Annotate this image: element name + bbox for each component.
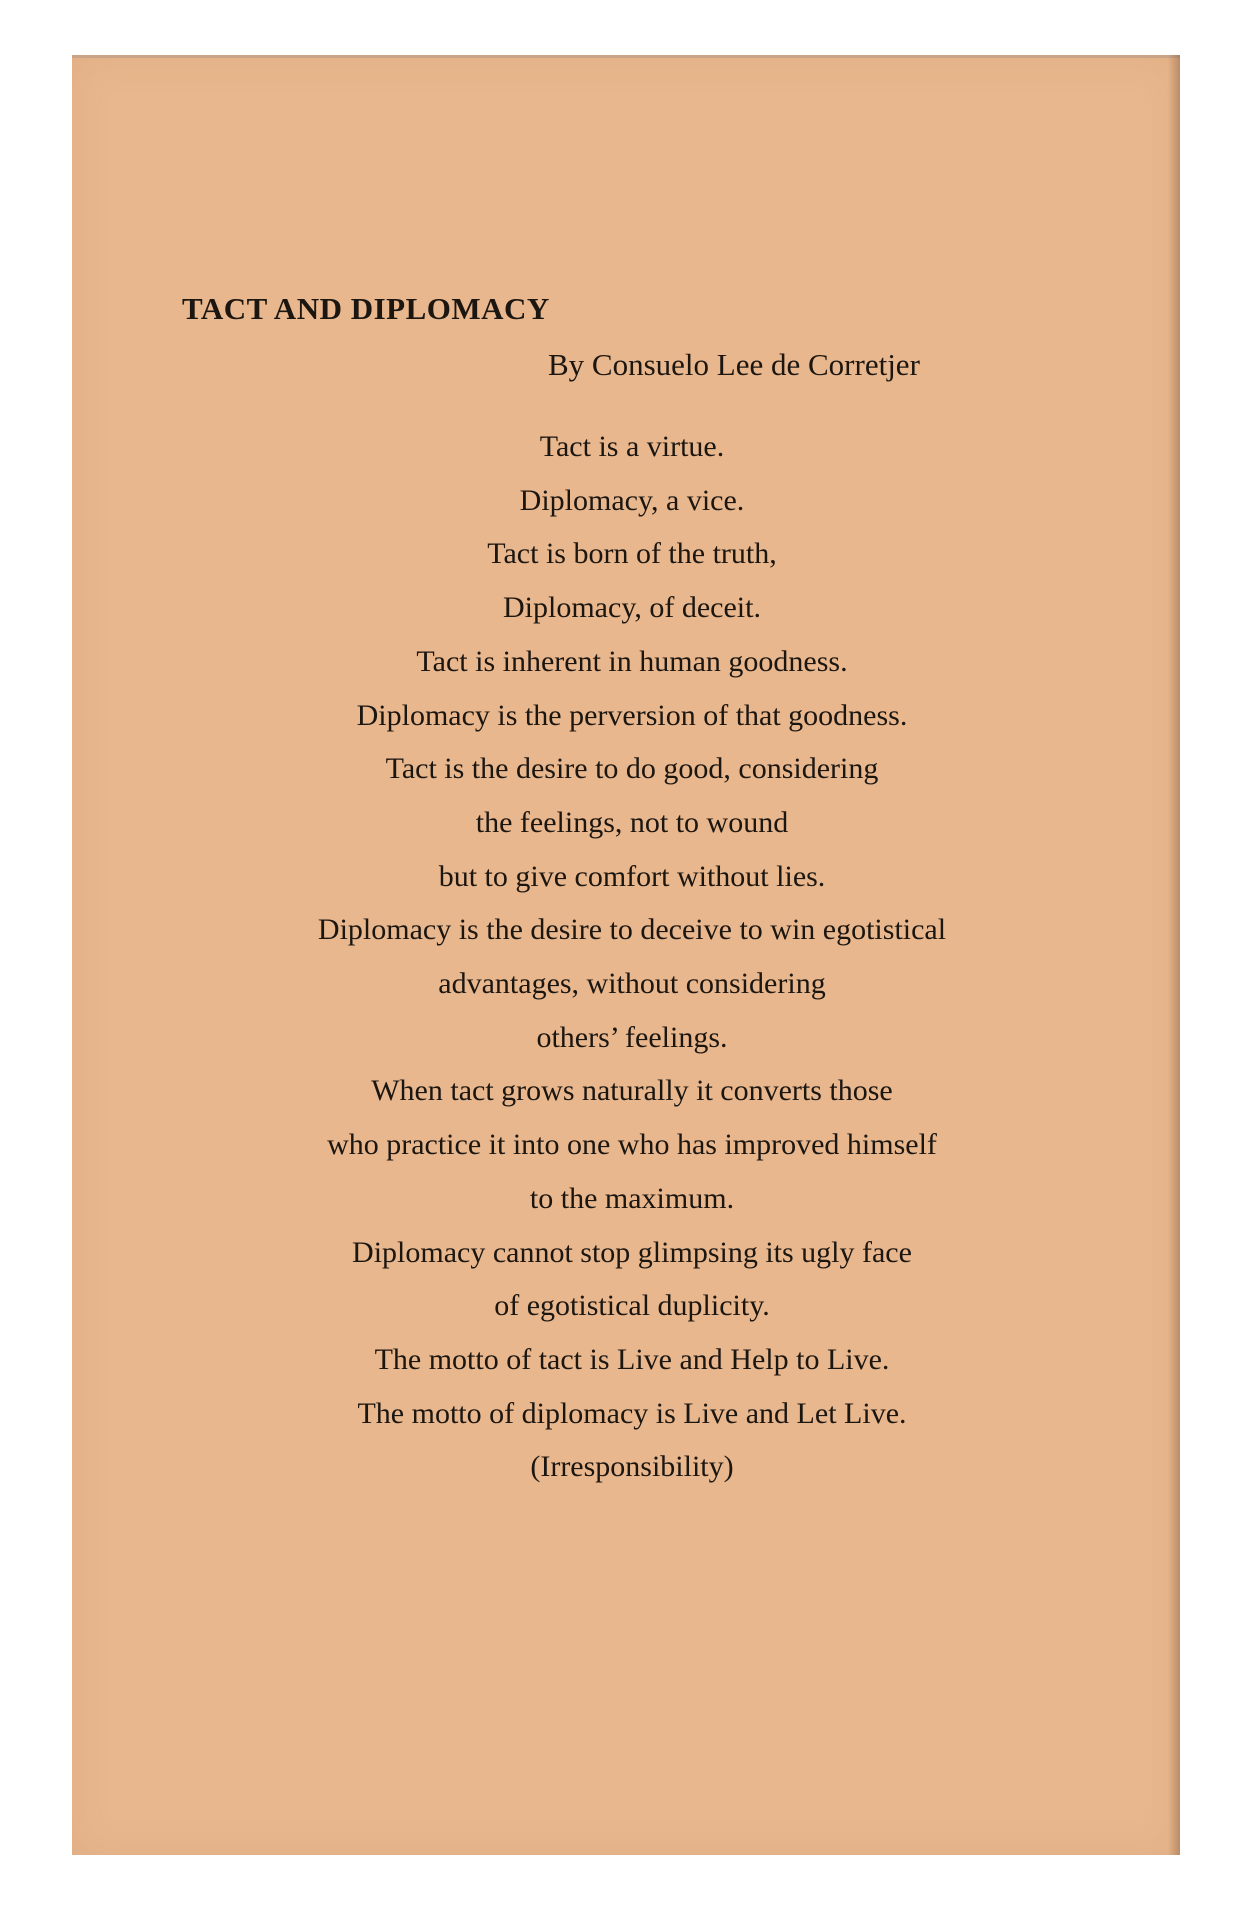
poem-body bbox=[132, 420, 1132, 1494]
poem-line: The motto of tact is Live and Help to Live. bbox=[374, 1342, 890, 1376]
document-page bbox=[72, 55, 1180, 1855]
poem-line: who practice it into one who has improved himself bbox=[327, 1128, 937, 1162]
poem-line: (Irresponsibility) bbox=[530, 1450, 734, 1484]
poem-line: the feelings, not to wound bbox=[475, 805, 789, 839]
poem-line: Diplomacy is the perversion of that goodness. bbox=[356, 698, 908, 732]
poem-title: TACT AND DIPLOMACY bbox=[182, 291, 550, 326]
poem-line: Diplomacy is the desire to deceive to win egotistical bbox=[317, 913, 947, 947]
poem-byline: By Consuelo Lee de Corretjer bbox=[548, 347, 920, 382]
poem-line: Tact is the desire to do good, considering bbox=[385, 752, 879, 786]
poem-line: Tact is a virtue. bbox=[539, 430, 725, 463]
poem-line: but to give comfort without lies. bbox=[438, 859, 826, 893]
poem-line: others’ feelings. bbox=[536, 1020, 728, 1054]
poem-line: of egotistical duplicity. bbox=[494, 1289, 770, 1323]
poem-line: When tact grows naturally it converts those bbox=[371, 1074, 893, 1108]
poem-line: Diplomacy, of deceit. bbox=[503, 591, 761, 625]
page-spine-shadow bbox=[1168, 55, 1180, 1855]
poem-line: Tact is inherent in human goodness. bbox=[416, 644, 848, 678]
page-top-edge bbox=[72, 55, 1180, 58]
poem-line: advantages, without considering bbox=[438, 967, 826, 1001]
poem-line: Diplomacy, a vice. bbox=[519, 483, 745, 517]
poem-line: to the maximum. bbox=[529, 1181, 735, 1215]
poem-line: Tact is born of the truth, bbox=[487, 537, 777, 571]
poem-line: The motto of diplomacy is Live and Let Live. bbox=[357, 1396, 907, 1430]
poem-line: Diplomacy cannot stop glimpsing its ugly face bbox=[352, 1235, 912, 1269]
